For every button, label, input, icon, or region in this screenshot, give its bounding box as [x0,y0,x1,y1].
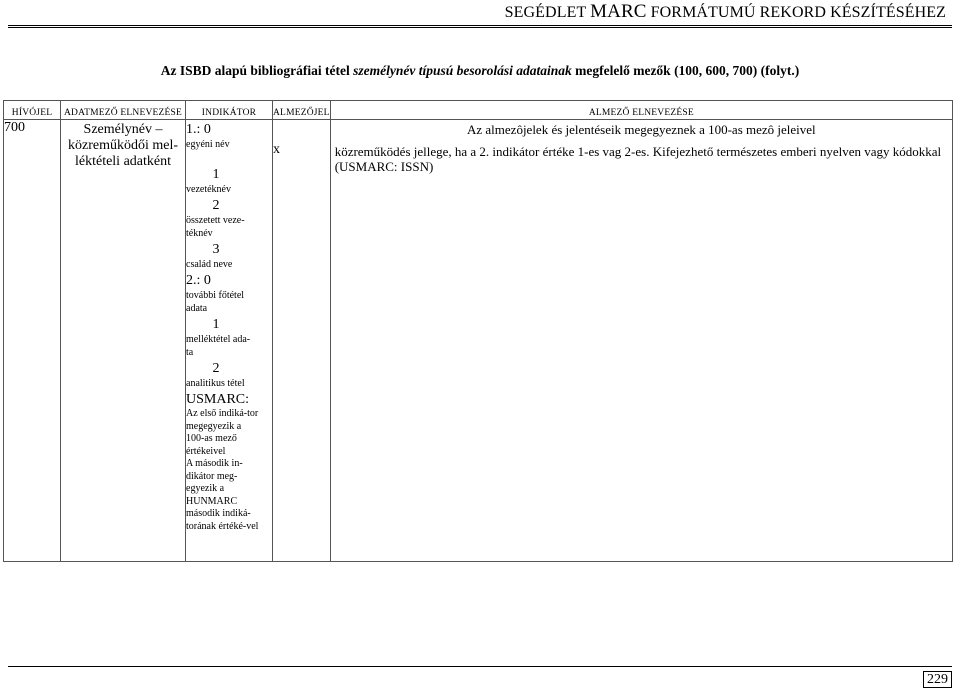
header-title-part3: FORMÁTUMÚ REKORD KÉSZÍTÉSÉHEZ [650,4,946,21]
field-name-cell [61,120,186,562]
subfield-desc-cell-1 [330,120,952,142]
indicator2-code-1: 1 [212,317,220,332]
header-rule [8,27,952,28]
subtitle-part-b: személynév típusú besorolási adatainak [353,63,572,78]
indicator-cell [186,120,273,562]
indicator1-value-3: család neve [186,259,233,270]
col-header-indicator: INDIKÁTOR [186,101,273,120]
usmarc-heading: USMARC: [186,392,250,407]
indicator1-value-1: vezetéknév [186,184,231,195]
usmarc-note-1: Az első indiká-tor megegyezik a 100-as mező értékeivel [186,408,259,457]
section-subtitle [0,63,960,79]
indicator2-value-2: analitikus tétel [186,378,245,389]
indicator1-value-2: összetett veze-téknév [186,215,245,239]
indicator2-value-1: melléktétel ada-ta [186,334,251,358]
subfield-cell-empty [273,120,331,142]
table-row [4,120,953,142]
col-header-subfield: ALMEZŐJEL [273,101,331,120]
col-header-field: ADATMEZŐ ELNEVEZÉSE [61,101,186,120]
indicator2-value-0: további főtétel adata [186,290,245,314]
subfield-desc-cell-2 [330,142,952,562]
col-header-tag: HÍVÓJEL [4,101,61,120]
indicator1-code-3: 3 [212,242,220,257]
indicator1-code-2: 2 [212,198,220,213]
field-name: Személynév – közreműködői mel-léktételi adatként [67,122,179,169]
subtitle-part-a: Az ISBD alapú bibliográfiai tétel [160,63,350,78]
indicator2-label: 2.: 0 [186,273,211,288]
record-table [3,100,953,562]
header-title [505,1,946,23]
header-title-part1: SEGÉDLET [504,4,587,21]
indicator1-code-1: 1 [212,167,220,182]
page-number: 229 [923,671,952,688]
col-header-subfield-name: ALMEZŐ ELNEVEZÉSE [330,101,952,120]
indicator2-code-2: 2 [212,361,220,376]
field-tag: 700 [4,120,61,562]
usmarc-note-2: A második in-dikátor meg-egyezik a HUNMARC második indiká-torának értéké-vel [186,458,259,532]
indicator1-value-0: egyéni név [186,139,230,150]
subfield-code: x [273,142,331,562]
header-rule [8,25,952,26]
subtitle-part-c: megfelelő mezők (100, 600, 700) (folyt.) [575,63,800,78]
subfield-description-x: közreműködés jellege, ha a 2. indikátor értéke 1-es vag 2-es. Kifejezhető természetes emberi nyelven vagy kódokkal (USMARC: ISSN) [334,143,942,174]
indicator1-label: 1.: 0 [186,122,211,137]
header-title-part2: MARC [590,1,647,22]
footer-rule [8,666,952,667]
subfield-description-general: Az almezôjelek és jelentéseik megegyeznek a 100-as mezô jeleivel [467,122,816,137]
table-header-row [4,101,953,120]
